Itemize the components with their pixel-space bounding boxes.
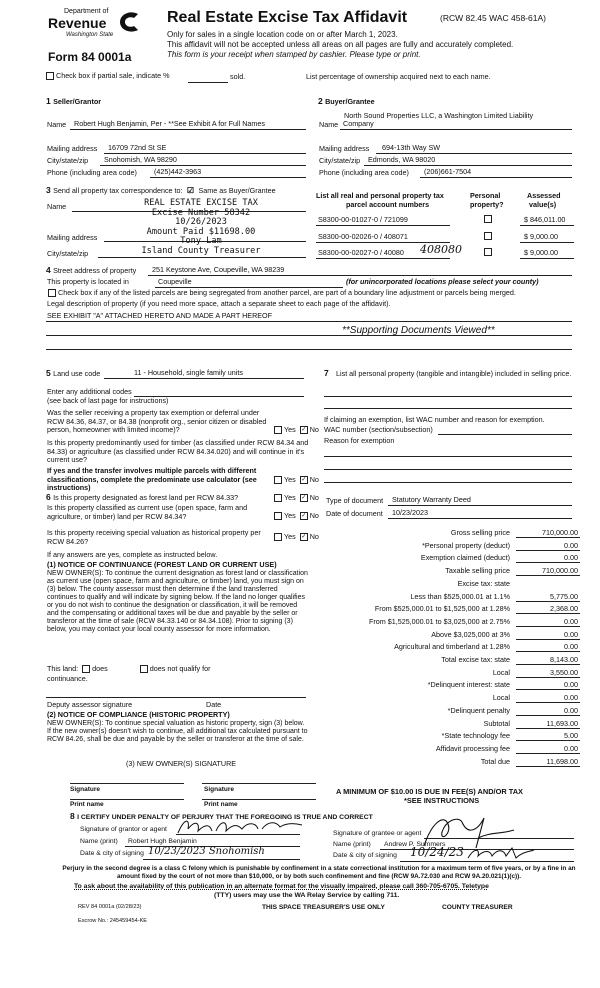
fee-label: Taxable selling price [445,566,510,576]
exemption-no-checkbox[interactable]: ✓ [301,427,307,434]
grantor-signature[interactable] [176,815,306,837]
historic-yes-no: Yes ✓ No [272,533,319,541]
property-location[interactable]: Coupeville [158,277,192,286]
parcel-number[interactable]: S8300-00-02026-0 / 408071 [318,232,408,241]
stamp-line-5: Tony Lam [180,236,222,246]
fee-label: Local [492,667,510,677]
buyer-phone-label: Phone (including area code) [319,168,409,177]
fee-value[interactable]: 0.00 [564,629,578,639]
buyer-name-line1[interactable]: North Sound Properties LLC, a Washington Limited Liability [344,111,534,120]
additional-codes-label-b: (see back of last page for instructions) [47,396,169,405]
reason-label: Reason for exemption [324,436,395,445]
buyer-name-line2[interactable]: Company [343,119,374,128]
land-use-code[interactable]: 11 - Household, single family units [134,368,243,377]
fee-label: Affidavit processing fee [435,743,510,753]
fee-label: *State technology fee [441,731,510,741]
personal-property-checkbox[interactable] [484,248,492,256]
partial-percent-line[interactable] [188,82,228,83]
land-qualify-row: This land: does does not qualify for [47,664,211,673]
parcel-handwritten-correction: 408080 [420,243,462,256]
fee-value[interactable]: 11,698.00 [546,756,578,766]
header-note-1: Only for sales in a single location code on or after March 1, 2023. [167,30,398,39]
segregation-row: Check box if any of the listed parcels are being segregated from another parcel, are part of a boundary line adjustment or parcels being merged. [46,289,516,297]
owner-signature-label: Signature [204,786,234,793]
header-note-3: This form is your receipt when stamped by cashier. Please type or print. [167,50,421,59]
assessed-value[interactable]: $ 9,000.00 [524,248,558,257]
header-note-2: This affidavit will not be accepted unless all areas on all pages are fully and accurately completed. [167,40,514,49]
notice-1-heading: (1) NOTICE OF CONTINUANCE (FOREST LAND OR CURRENT USE) [47,560,277,569]
revision-label: REV 84 0001a (02/28/23) [78,904,142,910]
grantee-name-label: Name (print) [333,841,371,848]
dept-line3: Washington State [66,32,114,38]
partial-sale-label-b: sold. [230,72,246,81]
grantor-signature-label: Signature of grantor or agent [80,826,167,833]
grantor-date-city[interactable]: 10/23/2023 Snohomish [148,846,265,857]
stamp-line-4: Amount Paid $11698.00 [146,226,256,237]
buyer-mail[interactable]: 694-13th Way SW [382,143,441,152]
seller-phone[interactable]: (425)442-3963 [154,167,202,176]
location-note: (for unincorporated locations please select your county) [346,277,539,286]
ownership-note: List percentage of ownership acquired next to each name. [306,72,491,81]
escrow-number: Escrow No.: 245459454-KE [78,918,148,924]
personal-property-label: List all personal property (tangible and intangible) included in selling price. [336,369,572,378]
parcel-number[interactable]: S8300-00-02027-0 / 40080 [318,248,404,257]
doc-date-label: Date of document [326,509,383,518]
fee-value[interactable]: 0.00 [564,693,578,703]
stamp-line-6: Island County Treasurer [141,245,261,256]
timber-no-checkbox[interactable]: ✓ [301,477,307,484]
grantee-name[interactable]: Andrew P. Summers [384,841,446,848]
grantor-name[interactable]: Robert Hugh Benjamin [128,838,197,845]
seller-mail-label: Mailing address [47,144,98,153]
seller-name[interactable]: Robert Hugh Benjamin, Per - **See Exhibit A for Full Names [74,119,265,128]
stamp-line-2: Excise Number 58342 [151,207,251,218]
fee-label: Local [492,693,510,703]
accessibility-notice-2: (TTY) users may use the WA Relay Service by calling 711. [214,892,400,899]
notice-3-heading: (3) NEW OWNER(S) SIGNATURE [126,759,237,768]
same-as-buyer-checkbox[interactable]: ☑ [186,185,195,195]
assessed-value[interactable]: $ 9,000.00 [524,232,558,241]
grantee-date-label: Date & city of signing [333,852,397,859]
historic-yes-checkbox[interactable] [274,533,282,541]
current-use-no-checkbox[interactable]: ✓ [301,513,307,520]
partial-sale-label-a: Check box if partial sale, indicate % [56,71,170,80]
seller-name-label: Name [47,120,67,129]
section-8-heading: 8 I CERTIFY UNDER PENALTY OF PERJURY THAT THE FOREGOING IS TRUE AND CORRECT [70,811,373,821]
fee-value[interactable]: 8,143.00 [550,655,578,664]
fee-label: *Delinquent interest: state [427,680,510,690]
parcel-row [316,243,574,261]
deputy-date-label: Date [206,700,222,709]
fee-value[interactable]: 0.00 [564,540,578,550]
parcel-row [316,214,574,228]
dor-logo [44,8,144,44]
assessed-value[interactable]: $ 846,011.00 [524,215,566,224]
grantee-date[interactable]: 10/24/23 [410,845,464,859]
fee-value[interactable]: 0.00 [564,705,578,715]
minimum-due-notice: A MINIMUM OF $10.00 IS DUE IN FEE(S) AND/OR TAX [336,787,523,796]
notice-2-body: NEW OWNER(S): To continue special valuation as historic property, sign (3) below. If the new owner(s) doesn't wish to continue, all additional tax calculated pursuant to RCW 84.26, shall be due and payable by the seller or transferor at the time of sale. [47,720,308,743]
buyer-city[interactable]: Edmonds, WA 98020 [368,155,436,164]
forest-yes-checkbox[interactable] [274,494,282,502]
fee-label: *Delinquent penalty [447,705,510,715]
property-address[interactable]: 251 Keystone Ave, Coupeville, WA 98239 [152,265,285,274]
grantee-signature-label: Signature of grantee or agent [333,830,422,837]
owner-print-label: Print name [70,801,104,808]
notice-2-heading: (2) NOTICE OF COMPLIANCE (HISTORIC PROPERTY) [47,710,230,719]
segregation-checkbox[interactable] [48,289,56,297]
current-use-question: Is this property classified as current use (open space, farm and agriculture, or timber) land per RCW 84.34? [47,503,248,521]
parcel-header-1: List all real and personal property tax [316,191,444,200]
historic-question: Is this property receiving special valuation as historical property per RCW 84.26? [47,528,261,546]
fee-value[interactable]: 2,368.00 [550,604,578,614]
fee-value[interactable]: 11,693.00 [546,718,578,728]
timber-yes-no: Yes ✓ No [272,476,319,484]
dept-line1: Department of [64,8,109,15]
location-label: This property is located in [47,277,129,286]
seller-city-label: City/state/zip [47,156,89,165]
doc-type[interactable]: Statutory Warranty Deed [392,495,471,504]
fee-value[interactable]: 0.00 [564,553,578,563]
grantee-city-scribble [466,846,536,860]
section-2-heading: 2 Buyer/Grantee [318,96,375,106]
current-use-yes-checkbox[interactable] [274,512,282,520]
tax-corr-mail-label: Mailing address [47,233,98,242]
continuance-label: continuance. [47,674,88,683]
buyer-city-label: City/state/zip [319,156,361,165]
tax-corr-name-label: Name [47,202,67,211]
grantor-name-label: Name (print) [80,838,118,845]
additional-codes-label-a: Enter any additional codes [47,387,132,396]
section-6-heading: 6 Is this property designated as forest land per RCW 84.33? [46,492,239,502]
form-title: Real Estate Excise Tax Affidavit [167,9,408,26]
notice-1-body: NEW OWNER(S): To continue the current designation as forest land or classification as current use (open space, farm and agriculture, or timber) land, you must sign on (3) below. The county assessor must then determine if the land transferred continues to qualify and will indicate by signing below. If the land no longer qualifies or you do not wish to continue the designation or classification, it will be removed and the compensating or additional taxes will be due and payable by the seller or transferor at the time of sale (RCW 84.33.140 or 84.34.108). Prior to signing (3) below, you may contact your local county assessor for more information. [47,570,308,633]
fee-value[interactable]: 710,000.00 [542,566,578,576]
forest-no-checkbox[interactable]: ✓ [301,495,307,502]
historic-no-checkbox[interactable]: ✓ [301,534,307,541]
exemption-question: Was the seller receiving a property tax exemption or deferral under RCW 84.36, 84.37, or 84.38 (nonprofit org., senior citizen or disabled person, homeowner with limited income)? [47,408,267,435]
timber-question: Is this property predominantly used for timber (as classified under RCW 84.34 and 84.33) or agriculture (as classified under RCW 84.34.020) and will continue in it's current use? [47,438,309,465]
current-use-yes-no: Yes ✓ No [272,512,319,520]
fee-value[interactable]: 5,775.00 [550,591,578,601]
fee-value[interactable]: 0.00 [564,680,578,690]
fee-label: From $1,525,000.01 to $3,025,000 at 2.75% [368,616,510,626]
owner-signature-label: Signature [70,786,100,793]
partial-sale-row [44,72,169,80]
section-3-heading: 3 Send all property tax correspondence to: ☑ Same as Buyer/Grantee [46,185,276,195]
tax-corr-city-label: City/state/zip [47,249,89,258]
timber-yes-checkbox[interactable] [274,476,282,484]
timber-question-b: If yes and the transfer involves multiple parcels with different classifications, complete the predominate use calculator (see instructions) [47,466,257,493]
fee-value[interactable]: 0.00 [564,616,578,626]
section-5-heading: 5 Land use code [46,368,101,378]
stamp-line-1: REAL ESTATE EXCISE TAX [144,198,258,208]
legal-description[interactable]: SEE EXHIBIT "A" ATTACHED HERETO AND MADE A PART HEREOF [47,311,273,320]
personal-header-1: Personal [470,191,501,200]
seller-phone-label: Phone (including area code) [47,168,137,177]
personal-property-checkbox[interactable] [484,215,492,223]
fee-label: Above $3,025,000 at 3% [431,629,510,639]
section-1-heading: 1 Seller/Grantor [46,96,102,106]
seller-mail[interactable]: 16709 72nd St SE [108,143,167,152]
seller-city[interactable]: Snohomish, WA 98290 [104,155,177,164]
fee-label: *Personal property (deduct) [422,540,510,550]
parcel-header-2: parcel account numbers [346,200,430,209]
personal-header-2: property? [470,200,504,209]
form-number: Form 84 0001a [48,50,132,64]
fee-value[interactable]: 3,550.00 [550,667,578,677]
if-yes-note: If any answers are yes, complete as instructed below. [47,550,218,559]
treasurer-stamp [126,199,276,256]
fee-label: Subtotal [483,718,510,728]
section-4-heading: 4 Street address of property [46,265,137,275]
fee-label: Gross selling price [450,528,510,537]
rcw-reference: (RCW 82.45 WAC 458-61A) [440,13,546,23]
county-treasurer-label: COUNTY TREASURER [442,904,513,911]
forest-yes-no: Yes ✓ No [272,494,319,502]
washington-logo-icon [116,10,142,34]
buyer-name-label: Name [319,120,339,129]
fee-label: Agricultural and timberland at 1.28% [394,642,510,652]
grantor-date-label: Date & city of signing [80,850,144,857]
fee-label: Total excise tax: state [441,655,510,664]
parcel-number[interactable]: S8300-00-01027-0 / 721099 [318,215,408,224]
fee-label: Exemption claimed (deduct) [420,553,510,563]
buyer-mail-label: Mailing address [319,144,370,153]
fee-value[interactable]: 0.00 [564,743,578,753]
fee-value[interactable]: 0.00 [564,642,578,652]
land-does-checkbox[interactable] [82,665,90,673]
fee-value[interactable]: 5.00 [564,731,578,741]
doc-type-label: Type of document [326,496,384,505]
deputy-signature-label: Deputy assessor signature [47,700,133,709]
fee-value[interactable]: 710,000.00 [542,528,578,537]
fee-label: Total due [480,756,510,766]
doc-date[interactable]: 10/23/2023 [392,508,428,517]
exemption-yes-checkbox[interactable] [274,426,282,434]
stamp-line-3: 10/26/2023 [175,217,227,227]
perjury-notice: Perjury in the second degree is a class C felony which is punishable by confinement in a state correctional institution for a maximum term of five years, or by a fine in an amount fixed by the court of not more than $10,000, or by both such confinement and fine (RCW 9A.72.030 and RCW 9A.20.021(1)(c)). [62,865,576,880]
dept-line2: Revenue [48,15,107,31]
fee-label: Excise tax: state [457,578,510,588]
exemption-claim-label: If claiming an exemption, list WAC number and reason for exemption. [324,415,545,424]
supporting-docs-stamp: **Supporting Documents Viewed** [342,325,495,336]
legal-label: Legal description of property (if you need more space, attach a separate sheet to each page of the affidavit). [47,299,391,308]
personal-property-checkbox[interactable] [484,232,492,240]
wac-label: WAC number (section/subsection) [324,425,433,434]
assessed-header-2: value(s) [529,200,557,209]
section-7-heading: 7 [324,368,329,378]
treasurer-use-label: THIS SPACE TREASURER'S USE ONLY [262,904,385,911]
assessed-header-1: Assessed [527,191,561,200]
fee-label: Less than $525,000.01 at 1.1% [410,591,510,601]
partial-sale-checkbox[interactable] [46,72,54,80]
exemption-yes-no: Yes ✓ No [272,426,319,434]
buyer-phone[interactable]: (206)661-7504 [424,167,472,176]
accessibility-notice-1: To ask about the availability of this publication in an alternate format for the visually impaired, please call 360-705-6705. Teletype [74,883,489,890]
owner-print-label: Print name [204,801,238,808]
fee-label: From $525,000.01 to $1,525,000 at 1.28% [374,604,510,614]
land-does-not-checkbox[interactable] [140,665,148,673]
see-instructions: *SEE INSTRUCTIONS [404,796,480,805]
